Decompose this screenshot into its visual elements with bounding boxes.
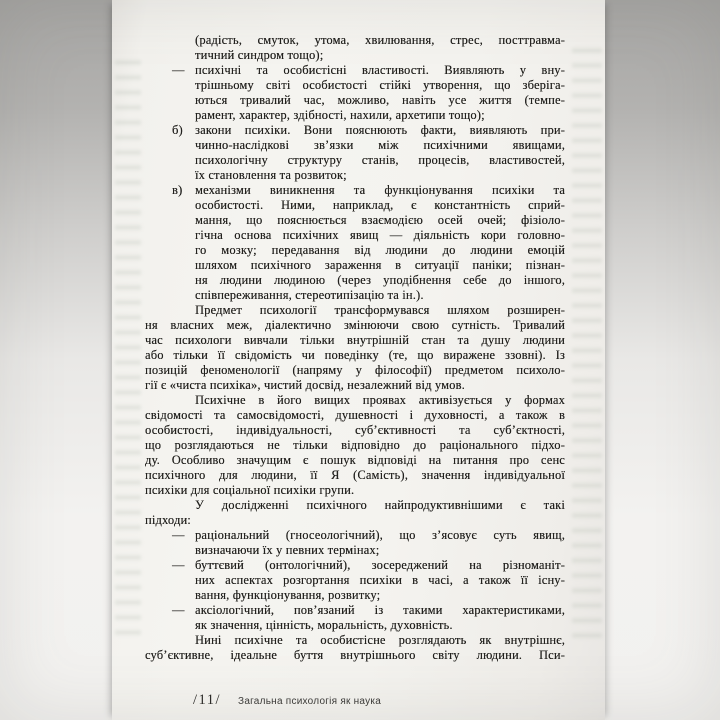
text-line: гії є «чиста психіка», чистий досвід, незалежний від умов. (145, 378, 465, 392)
page-footer (193, 692, 381, 709)
list-marker: — (172, 603, 185, 617)
text-line: аксіологічний, пов’язаний із такими характеристиками, (195, 603, 565, 617)
paragraph (145, 303, 565, 393)
text-line: особистості, індивідуальності, суб’єктивності та суб’єктності, (145, 423, 565, 437)
list-item (145, 603, 565, 633)
text-line: або тільки її свідомість чи поведінку (те, що виражене ззовні). Із (145, 348, 565, 362)
list-marker: в) (172, 183, 183, 197)
text-line: психіки для соціальної психіки групи. (145, 483, 355, 497)
text-line: рамент, характер, здібності, нахили, архетипи тощо); (195, 108, 485, 122)
text-line: шляхом психічного зараження в ситуації паніки; пізнан- (195, 258, 565, 272)
text-line: У дослідженні психічного найпродуктивнішими є такі (195, 498, 565, 512)
bleedthrough-right-margin (572, 48, 602, 648)
list-item (145, 123, 565, 183)
text-line: позицій феноменології (напряму у філософії) предметом психоло- (145, 363, 565, 377)
text-line: Психічне в його вищих проявах активізується у формах (195, 393, 565, 407)
text-line: що розглядаються не тільки відповідно до раціонального підхо- (145, 438, 565, 452)
footer-chapter-title: Загальна психологія як наука (238, 696, 382, 707)
text-line: Предмет психології трансформувався шляхом розширен- (195, 303, 565, 317)
text-line: ду. Особливо значущим є пошук відповіді на питання про сенс (145, 453, 565, 467)
paragraph (145, 393, 565, 498)
list-continuation (145, 33, 565, 63)
text-line: ються тривалий час, можливо, навіть усе життя (темпе- (195, 93, 565, 107)
text-line: підходи: (145, 513, 191, 527)
text-line: тичний синдром тощо); (195, 48, 324, 62)
page-number: /11/ (193, 692, 222, 708)
text-line: трішньому світі особистості стійкі утворення, що зберіга- (195, 78, 565, 92)
text-line: буттєвий (онтологічний), зосереджений на різноманіт- (195, 558, 565, 572)
list-marker: б) (172, 123, 183, 137)
text-line: ня людини людиною (через уподібнення себе до іншого, (195, 273, 565, 287)
text-line: суб’єктивне, ідеальне буття внутрішнього світу людини. Пси- (145, 648, 565, 662)
list-item (145, 558, 565, 603)
list-item (145, 183, 565, 303)
text-line: визначаючи їх у певних термінах; (195, 543, 380, 557)
text-line: го мозку; передавання від людини до людини емоцій (195, 243, 565, 257)
page-text (145, 33, 565, 663)
text-line: ня власних меж, діалектично змінюючи свою сутність. Тривалий (145, 318, 565, 332)
text-line: психологічну структуру станів, процесів, властивостей, (195, 153, 565, 167)
text-line: як значення, цінність, моральність, духовність. (195, 618, 453, 632)
text-line: закони психіки. Вони пояснюють факти, виявляють при- (195, 123, 565, 137)
text-line: раціональний (гносеологічний), що з’ясовує суть явищ, (195, 528, 565, 542)
text-line: Нині психічне та особистісне розглядають як внутрішнє, (195, 633, 565, 647)
text-line: їх становлення та розвиток; (195, 168, 347, 182)
text-line: механізми виникнення та функціонування психіки та (195, 183, 565, 197)
text-line: психічного для людини, її Я (Самість), значення індивідуальної (145, 468, 565, 482)
text-line: психічні та особистісні властивості. Виявляють у вну- (195, 63, 565, 77)
list-marker: — (172, 63, 185, 77)
bleedthrough-left-margin (115, 60, 141, 640)
text-line: гічна основа психічних явищ — діяльність кори головно- (195, 228, 565, 242)
list-item (145, 63, 565, 123)
text-line: них аспектах розгортання психіки в часі, а також її існу- (195, 573, 565, 587)
text-line: час психологи вивчали тільки внутрішній стан та душу людини (145, 333, 565, 347)
text-line: вання, функціонування, розвитку; (195, 588, 381, 602)
text-line: свідомості та самосвідомості, душевності і духовності, а також в (145, 408, 565, 422)
list-item (145, 528, 565, 558)
list-marker: — (172, 528, 185, 542)
list-marker: — (172, 558, 185, 572)
paragraph (145, 498, 565, 528)
text-line: (радість, смуток, утома, хвилювання, стрес, посттравма- (195, 33, 565, 47)
book-page (112, 0, 605, 720)
text-line: мання, що пояснюється взаємодією осей очей; фізіоло- (195, 213, 565, 227)
text-line: співпереживання, стереотипізацію та ін.). (195, 288, 424, 302)
text-line: особистості. Ними, наприклад, є константність сприй- (195, 198, 565, 212)
text-line: чинно-наслідкові зв’язки між психічними явищами, (195, 138, 565, 152)
paragraph (145, 633, 565, 663)
